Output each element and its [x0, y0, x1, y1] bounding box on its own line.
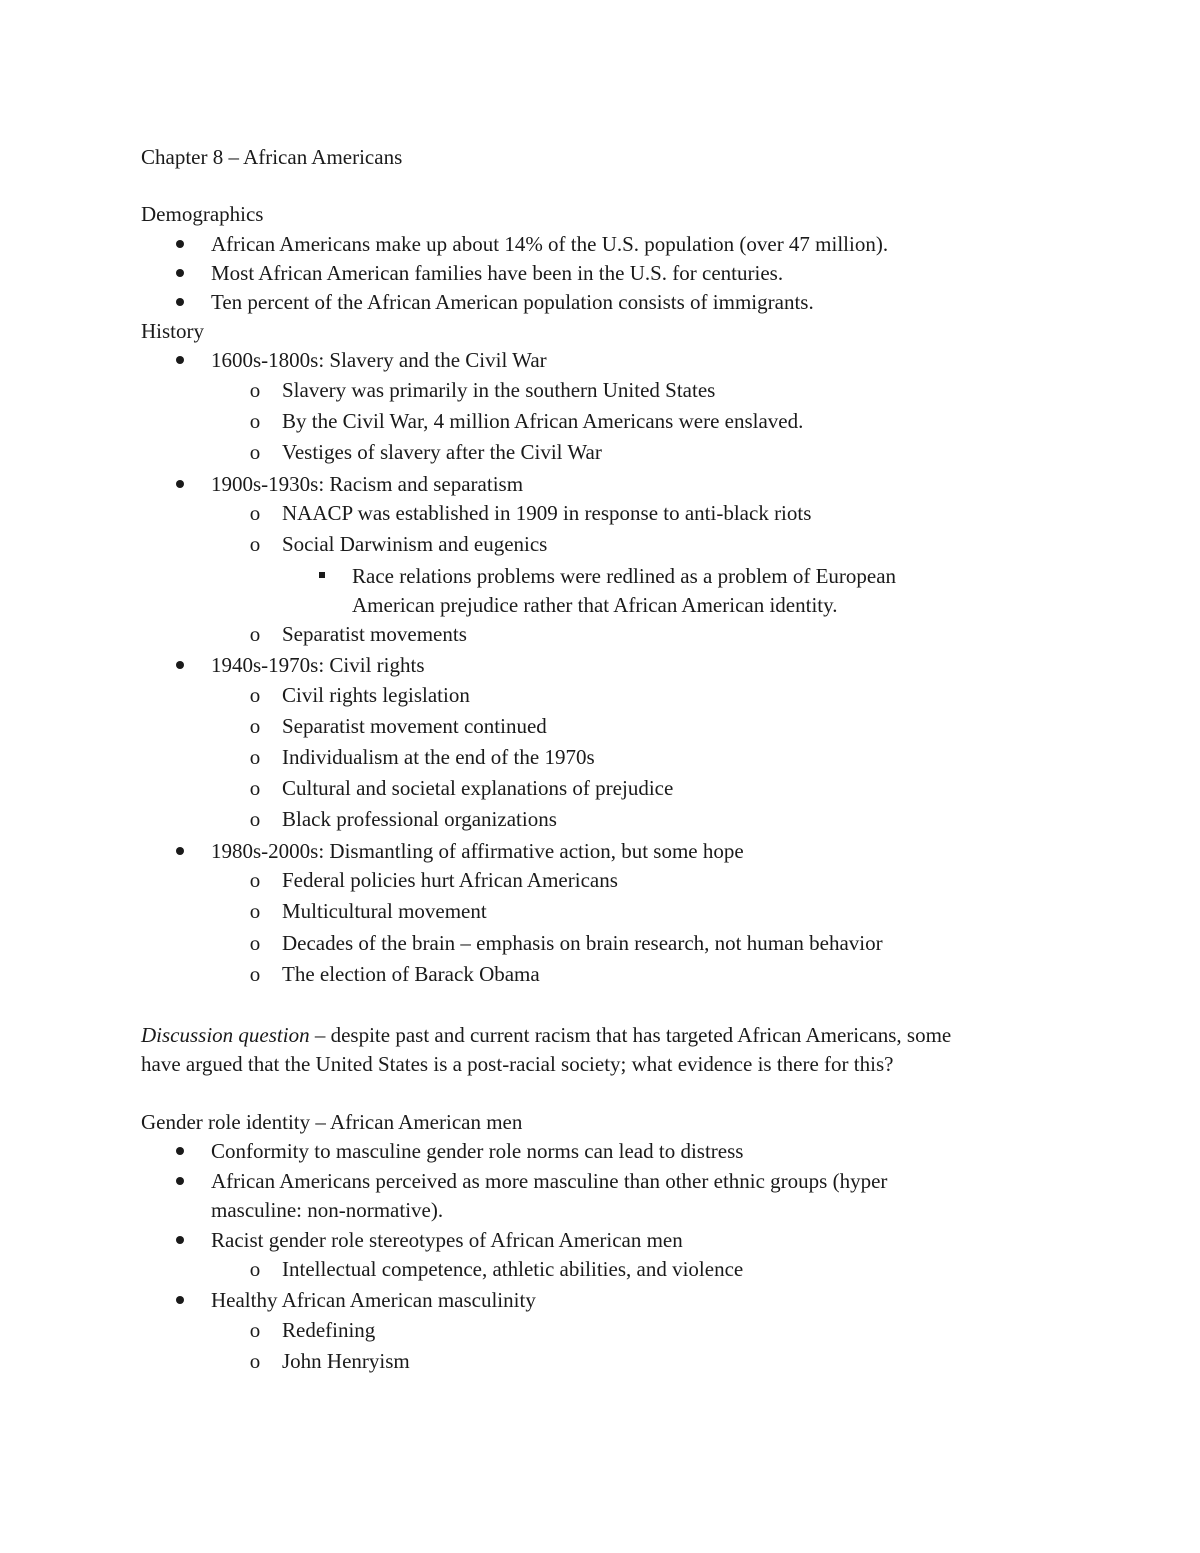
sub-list-item: Separatist movement continued: [282, 714, 547, 738]
list-item-continued: masculine: non-normative).: [211, 1198, 444, 1222]
gender-heading: Gender role identity – African American men: [141, 1110, 523, 1134]
discussion-label: Discussion question: [141, 1023, 310, 1047]
sub-list-item: Intellectual competence, athletic abilities, and violence: [282, 1257, 744, 1281]
bullet-icon: [176, 661, 184, 669]
sub-list-item: The election of Barack Obama: [282, 962, 540, 986]
sub-list-item: Cultural and societal explanations of prejudice: [282, 776, 674, 800]
sub-list-item: Redefining: [282, 1318, 376, 1342]
bullet-icon: [176, 480, 184, 488]
circle-bullet-icon: o: [249, 378, 261, 402]
sub-list-item: Black professional organizations: [282, 807, 557, 831]
sub-list-item: Vestiges of slavery after the Civil War: [282, 440, 602, 464]
bullet-icon: [176, 1147, 184, 1155]
sub-sub-list-item: Race relations problems were redlined as a problem of European: [352, 564, 897, 588]
list-item: 1600s-1800s: Slavery and the Civil War: [211, 348, 547, 372]
discussion-line: [141, 1023, 951, 1047]
circle-bullet-icon: o: [249, 683, 261, 707]
circle-bullet-icon: o: [249, 962, 261, 986]
sub-list-item: NAACP was established in 1909 in response to anti-black riots: [282, 501, 812, 525]
list-item: Conformity to masculine gender role norms can lead to distress: [211, 1139, 744, 1163]
list-item: African Americans make up about 14% of the U.S. population (over 47 million).: [211, 232, 889, 256]
circle-bullet-icon: o: [249, 745, 261, 769]
list-item: Healthy African American masculinity: [211, 1288, 536, 1312]
sub-list-item: Separatist movements: [282, 622, 467, 646]
list-item: Racist gender role stereotypes of African American men: [211, 1228, 683, 1252]
sub-list-item: Individualism at the end of the 1970s: [282, 745, 595, 769]
circle-bullet-icon: o: [249, 899, 261, 923]
chapter-title: Chapter 8 – African Americans: [141, 145, 403, 169]
sub-list-item: Federal policies hurt African Americans: [282, 868, 618, 892]
list-item: 1940s-1970s: Civil rights: [211, 653, 425, 677]
bullet-icon: [176, 240, 184, 248]
bullet-icon: [176, 1177, 184, 1185]
list-item: African Americans perceived as more masculine than other ethnic groups (hyper: [211, 1169, 888, 1193]
list-item: 1900s-1930s: Racism and separatism: [211, 472, 524, 496]
discussion-text: – despite past and current racism that has targeted African Americans, some: [309, 1023, 952, 1047]
circle-bullet-icon: o: [249, 440, 261, 464]
sub-list-item: Slavery was primarily in the southern United States: [282, 378, 716, 402]
list-item: Ten percent of the African American population consists of immigrants.: [211, 290, 814, 314]
bullet-icon: [176, 1296, 184, 1304]
circle-bullet-icon: o: [249, 868, 261, 892]
discussion-text-continued: have argued that the United States is a post-racial society; what evidence is there for this?: [141, 1052, 894, 1076]
sub-list-item: Multicultural movement: [282, 899, 487, 923]
bullet-icon: [176, 356, 184, 364]
circle-bullet-icon: o: [249, 622, 261, 646]
bullet-icon: [176, 847, 184, 855]
bullet-icon: [176, 1236, 184, 1244]
circle-bullet-icon: o: [249, 409, 261, 433]
circle-bullet-icon: o: [249, 1349, 261, 1373]
sub-list-item: Decades of the brain – emphasis on brain research, not human behavior: [282, 931, 883, 955]
circle-bullet-icon: o: [249, 776, 261, 800]
circle-bullet-icon: o: [249, 1318, 261, 1342]
demographics-heading: Demographics: [141, 202, 264, 226]
circle-bullet-icon: o: [249, 714, 261, 738]
list-item: Most African American families have been in the U.S. for centuries.: [211, 261, 784, 285]
bullet-icon: [176, 298, 184, 306]
circle-bullet-icon: o: [249, 931, 261, 955]
sub-list-item: Social Darwinism and eugenics: [282, 532, 548, 556]
circle-bullet-icon: o: [249, 807, 261, 831]
list-item: 1980s-2000s: Dismantling of affirmative action, but some hope: [211, 839, 744, 863]
circle-bullet-icon: o: [249, 501, 261, 525]
bullet-icon: [176, 269, 184, 277]
square-bullet-icon: [319, 572, 325, 578]
circle-bullet-icon: o: [249, 1257, 261, 1281]
sub-list-item: John Henryism: [282, 1349, 410, 1373]
sub-list-item: By the Civil War, 4 million African Americans were enslaved.: [282, 409, 804, 433]
sub-sub-list-item-continued: American prejudice rather that African American identity.: [352, 593, 838, 617]
history-heading: History: [141, 319, 204, 343]
circle-bullet-icon: o: [249, 532, 261, 556]
sub-list-item: Civil rights legislation: [282, 683, 470, 707]
